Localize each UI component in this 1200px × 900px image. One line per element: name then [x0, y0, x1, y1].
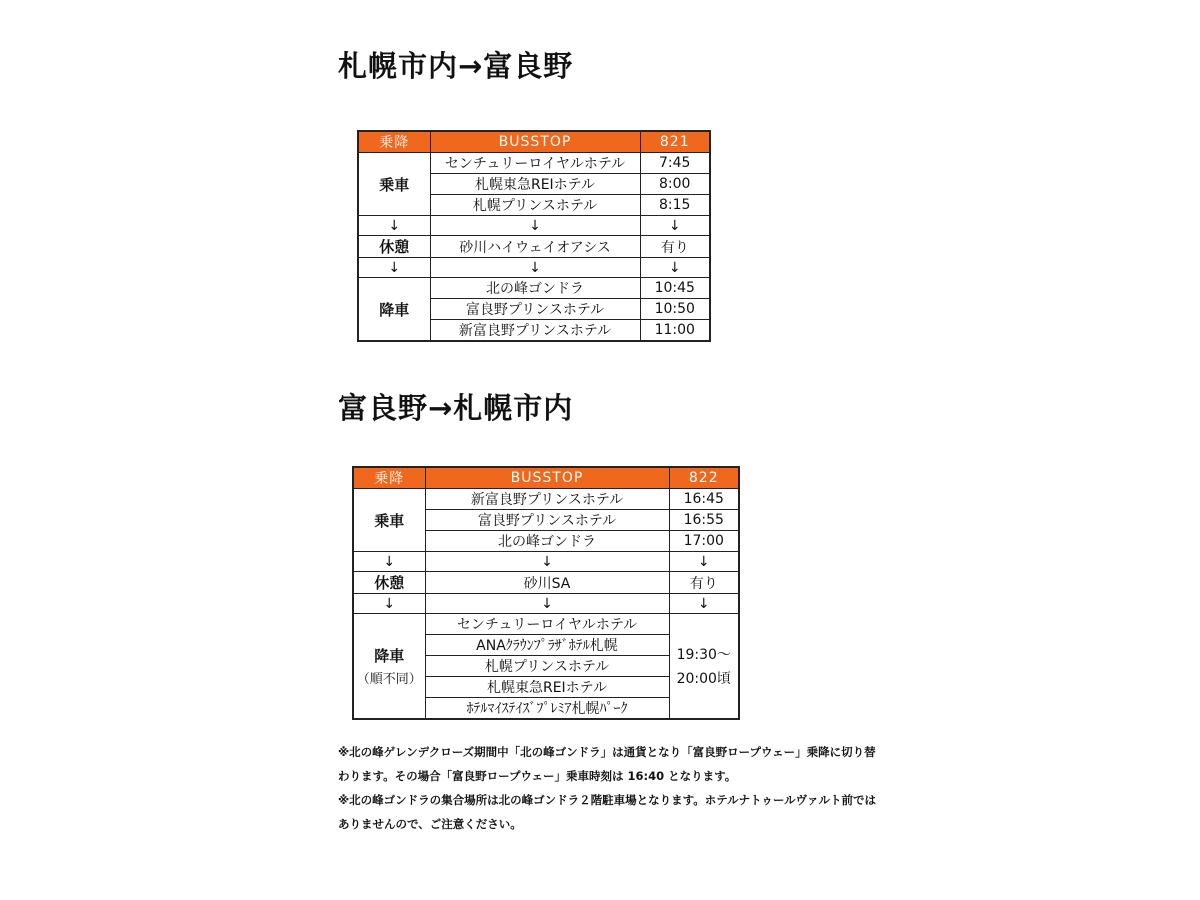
- down-arrow-icon: ↓: [353, 552, 425, 572]
- header-boarding: 乗降: [358, 131, 430, 153]
- table-header-row: [358, 131, 710, 153]
- down-arrow-icon: ↓: [430, 216, 640, 236]
- down-arrow-icon: ↓: [425, 552, 669, 572]
- stop-name: センチュリーロイヤルホテル: [430, 153, 640, 174]
- table-header-row: [353, 467, 739, 489]
- alight-time-end: 20:00頃: [676, 671, 731, 687]
- rest-stop-name: 砂川SA: [425, 572, 669, 594]
- stop-time: 16:45: [669, 489, 739, 510]
- stop-name: 北の峰ゴンドラ: [430, 278, 640, 299]
- stop-name: 北の峰ゴンドラ: [425, 531, 669, 552]
- down-arrow-icon: ↓: [430, 258, 640, 278]
- stop-name: ﾎﾃﾙﾏｲｽﾃｲｽﾞﾌﾟﾚﾐｱ札幌ﾊﾟｰｸ: [425, 698, 669, 720]
- stop-time: 17:00: [669, 531, 739, 552]
- timetable-822: [352, 466, 740, 720]
- arrow-row: [358, 258, 710, 278]
- note-line: わります。その場合「富良野ロープウェー」乗車時刻は 16:40 となります。: [338, 769, 737, 783]
- section2-title: 富良野→札幌市内: [338, 391, 574, 425]
- stop-time: 10:45: [640, 278, 710, 299]
- down-arrow-icon: ↓: [640, 258, 710, 278]
- board-label: 乗車: [353, 489, 425, 552]
- stop-time: 10:50: [640, 299, 710, 320]
- note-line: ありませんので、ご注意ください。: [338, 817, 522, 831]
- rest-row: [353, 572, 739, 594]
- stop-name: 新富良野プリンスホテル: [430, 320, 640, 342]
- stop-time: 8:15: [640, 195, 710, 216]
- rest-value: 有り: [669, 572, 739, 594]
- down-arrow-icon: ↓: [425, 594, 669, 614]
- stop-name: 札幌プリンスホテル: [430, 195, 640, 216]
- table-row: [358, 153, 710, 174]
- stop-name: 富良野プリンスホテル: [425, 510, 669, 531]
- header-busstop: BUSSTOP: [430, 131, 640, 153]
- down-arrow-icon: ↓: [358, 216, 430, 236]
- stop-time: 7:45: [640, 153, 710, 174]
- alight-time-cell: [669, 614, 739, 720]
- down-arrow-icon: ↓: [358, 258, 430, 278]
- rest-label: 休憩: [358, 236, 430, 258]
- stop-name: 新富良野プリンスホテル: [425, 489, 669, 510]
- down-arrow-icon: ↓: [353, 594, 425, 614]
- notes: [338, 740, 938, 836]
- table-row: [353, 614, 739, 635]
- down-arrow-icon: ↓: [669, 594, 739, 614]
- board-label: 乗車: [358, 153, 430, 216]
- header-bus-number: 822: [669, 467, 739, 489]
- alight-sublabel: （順不同）: [356, 672, 422, 687]
- alight-time-start: 19:30～: [676, 647, 731, 663]
- rest-stop-name: 砂川ハイウェイオアシス: [430, 236, 640, 258]
- alight-cell: [353, 614, 425, 720]
- arrow-row: [353, 594, 739, 614]
- rest-value: 有り: [640, 236, 710, 258]
- header-busstop: BUSSTOP: [425, 467, 669, 489]
- down-arrow-icon: ↓: [669, 552, 739, 572]
- rest-row: [358, 236, 710, 258]
- stop-name: 札幌プリンスホテル: [425, 656, 669, 677]
- stop-time: 16:55: [669, 510, 739, 531]
- stop-time: 8:00: [640, 174, 710, 195]
- alight-label: 降車: [358, 278, 430, 342]
- note-line: ※北の峰ゲレンデクローズ期間中「北の峰ゴンドラ」は通貨となり「富良野ロープウェー」乗降に切り替: [338, 745, 876, 759]
- stop-name: ANAｸﾗｳﾝﾌﾟﾗｻﾞﾎﾃﾙ札幌: [425, 635, 669, 656]
- rest-label: 休憩: [353, 572, 425, 594]
- header-boarding: 乗降: [353, 467, 425, 489]
- stop-name: 富良野プリンスホテル: [430, 299, 640, 320]
- stop-name: 札幌東急REIホテル: [430, 174, 640, 195]
- note-line: ※北の峰ゴンドラの集合場所は北の峰ゴンドラ２階駐車場となります。ホテルナトゥールヴァルト前では: [338, 793, 877, 807]
- table-row: [353, 489, 739, 510]
- stop-name: 札幌東急REIホテル: [425, 677, 669, 698]
- table-row: [358, 278, 710, 299]
- down-arrow-icon: ↓: [640, 216, 710, 236]
- arrow-row: [353, 552, 739, 572]
- stop-time: 11:00: [640, 320, 710, 342]
- alight-label: 降車: [374, 647, 405, 665]
- arrow-row: [358, 216, 710, 236]
- header-bus-number: 821: [640, 131, 710, 153]
- stop-name: センチュリーロイヤルホテル: [425, 614, 669, 635]
- section1-title: 札幌市内→富良野: [338, 49, 574, 83]
- timetable-821: [357, 130, 711, 342]
